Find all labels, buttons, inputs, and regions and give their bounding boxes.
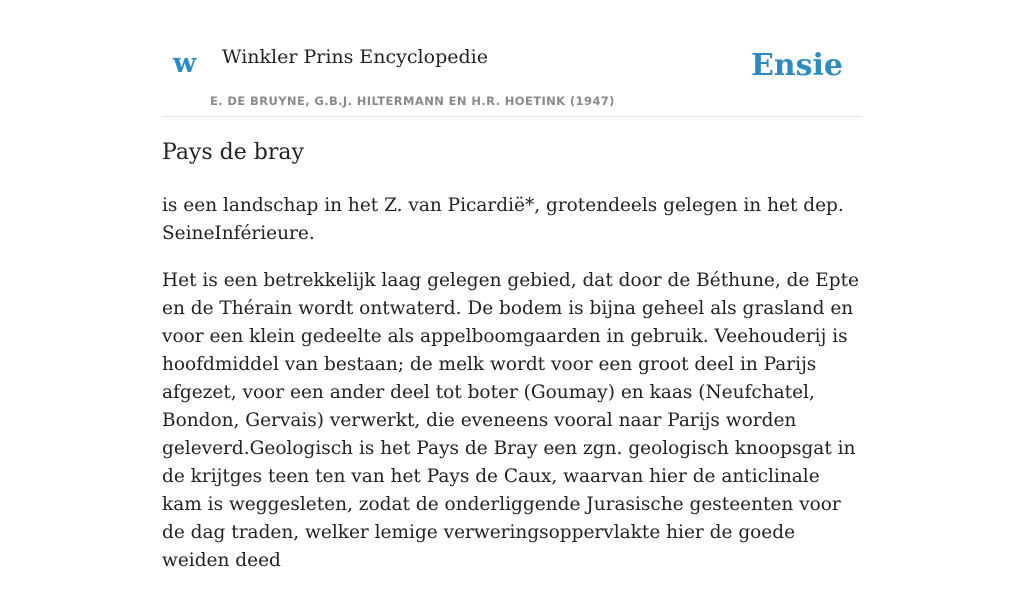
site-header	[162, 0, 862, 117]
article-paragraph: Het is een betrekkelijk laag gelegen gebied, dat door de Béthune, de Epte en de Thérain wordt ontwaterd. De bodem is bijna geheel als grasland en voor een klein gedeelte als appelboomgaarden in gebruik. Veehouderij is hoofdmiddel van bestaan; de melk wordt voor een groot deel in Parijs afgezet, voor een ander deel tot boter (Goumay) en kaas (Neufchatel, Bondon, Gervais) verwerkt, die eveneens vooral naar Parijs worden geleverd.Geologisch is het Pays de Bray een zgn. geologisch knoopsgat in de krijtges teen ten van het Pays de Caux, waarvan hier de anticlinale kam is weggesleten, zodat de onderliggende Jurasische gesteenten voor de dag traden, welker lemige verweringsoppervlakte hier de goede weiden deed	[162, 270, 860, 571]
site-logo[interactable]: w	[173, 48, 197, 79]
brand-logo[interactable]: Ensie	[750, 48, 843, 83]
site-authors: E. DE BRUYNE, G.B.J. HILTERMANN EN H.R. HOETINK (1947)	[210, 94, 615, 108]
article-title: Pays de bray	[162, 140, 304, 165]
site-title[interactable]: Winkler Prins Encyclopedie	[222, 46, 488, 68]
article-paragraph: is een landschap in het Z. van Picardië*, grotendeels gelegen in het dep. SeineInférieure.	[162, 195, 844, 244]
article-body	[162, 192, 862, 594]
